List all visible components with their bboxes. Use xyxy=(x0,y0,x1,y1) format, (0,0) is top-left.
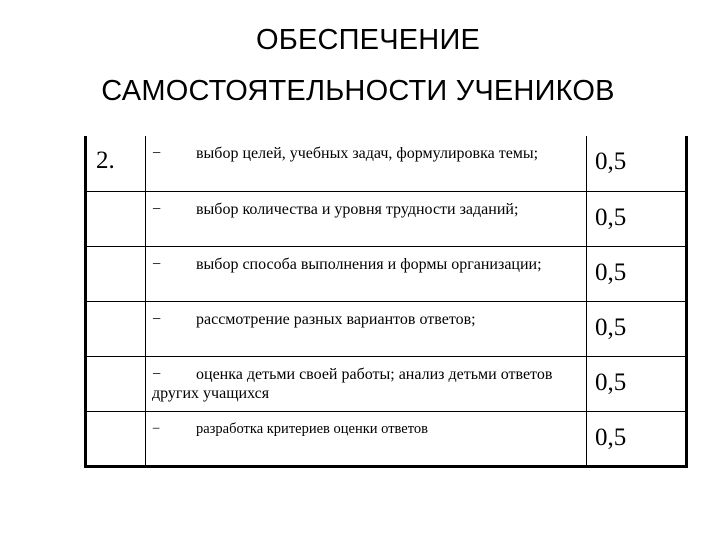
criteria-table xyxy=(84,136,688,468)
page-title-line-1: ОБЕСПЕЧЕНИЕ xyxy=(255,24,481,56)
table-row xyxy=(86,136,687,191)
item-number: 2. xyxy=(96,147,115,174)
criterion-cell xyxy=(146,301,587,356)
dash-marker: − xyxy=(152,145,162,162)
table-row xyxy=(86,301,687,356)
score-value: 0,5 xyxy=(595,258,627,286)
criterion-text: разработка критериев оценки ответов xyxy=(196,420,428,437)
criterion-cell xyxy=(146,246,587,301)
item-number-cell xyxy=(86,191,146,246)
score-value: 0,5 xyxy=(595,423,627,451)
item-number-cell xyxy=(86,356,146,411)
criterion-text: выбор количества и уровня трудности заданий; xyxy=(196,200,519,218)
criterion-text: выбор способа выполнения и формы организации; xyxy=(196,255,542,273)
item-number-cell xyxy=(86,301,146,356)
score-value: 0,5 xyxy=(595,148,627,175)
item-number-cell xyxy=(86,411,146,466)
criterion-cell xyxy=(146,411,587,466)
dash-marker: − xyxy=(152,365,162,383)
dash-marker: − xyxy=(152,310,162,328)
score-value: 0,5 xyxy=(595,313,627,341)
item-number-cell xyxy=(86,246,146,301)
criterion-cell xyxy=(146,136,587,191)
score-cell xyxy=(587,411,687,466)
criterion-text: выбор целей, учебных задач, формулировка темы; xyxy=(196,145,539,162)
dash-marker: − xyxy=(152,255,162,273)
criterion-cell xyxy=(146,356,587,411)
dash-marker: − xyxy=(152,200,162,218)
criterion-text: рассмотрение разных вариантов ответов; xyxy=(196,310,476,328)
table-row xyxy=(86,191,687,246)
score-cell xyxy=(587,191,687,246)
score-cell xyxy=(587,301,687,356)
score-cell xyxy=(587,246,687,301)
criterion-text: оценка детьми своей работы; анализ детьми ответов других учащихся xyxy=(152,365,553,402)
table-row xyxy=(86,356,687,411)
score-value: 0,5 xyxy=(595,368,627,396)
score-cell xyxy=(587,356,687,411)
table-row xyxy=(86,246,687,301)
item-number-cell xyxy=(86,136,146,191)
criterion-cell xyxy=(146,191,587,246)
dash-marker: − xyxy=(152,420,161,437)
page-title-line-2: САМОСТОЯТЕЛЬНОСТИ УЧЕНИКОВ xyxy=(101,75,615,107)
score-cell xyxy=(587,136,687,191)
table-row xyxy=(86,411,687,466)
score-value: 0,5 xyxy=(595,203,627,231)
